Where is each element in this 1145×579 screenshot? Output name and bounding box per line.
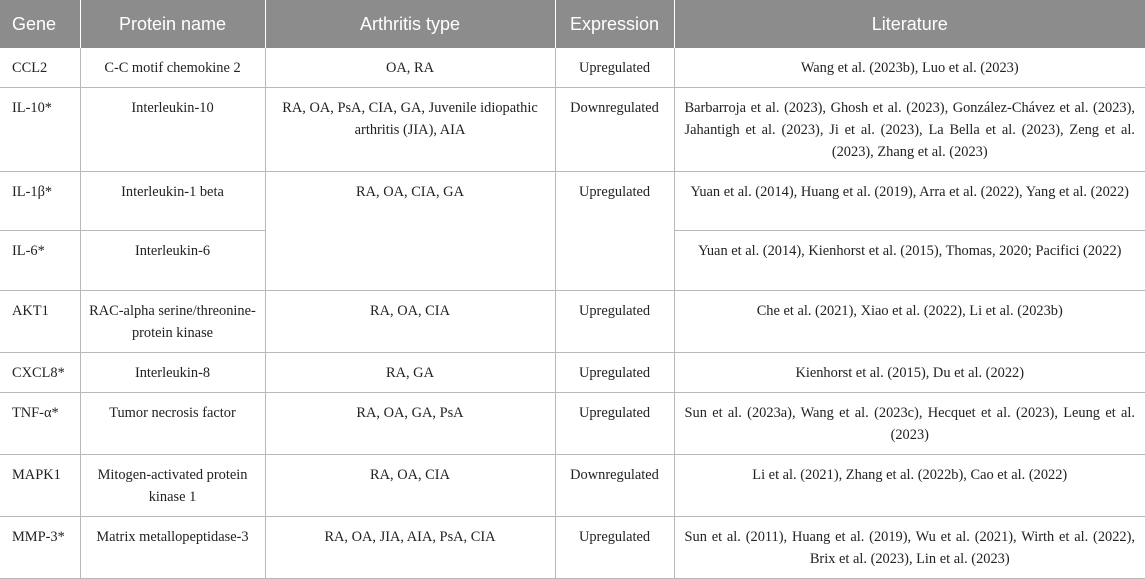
literature-cell: Kienhorst et al. (2015), Du et al. (2022): [674, 353, 1145, 393]
arthritis-cell: RA, OA, JIA, AIA, PsA, CIA: [265, 517, 555, 579]
literature-cell: Yuan et al. (2014), Kienhorst et al. (2015), Thomas, 2020; Pacifici (2022): [674, 231, 1145, 291]
gene-cell: AKT1: [0, 291, 80, 353]
protein-cell: Interleukin-1 beta: [80, 172, 265, 231]
arthritis-cell: RA, OA, PsA, CIA, GA, Juvenile idiopathic arthritis (JIA), AIA: [265, 88, 555, 172]
header-row: [0, 0, 1145, 48]
arthritis-cell: RA, GA: [265, 353, 555, 393]
protein-cell: Matrix metallopeptidase-3: [80, 517, 265, 579]
gene-cell: MAPK1: [0, 455, 80, 517]
protein-cell: Interleukin-6: [80, 231, 265, 291]
arthritis-cell: RA, OA, CIA, GA: [265, 172, 555, 291]
arthritis-cell: RA, OA, CIA: [265, 455, 555, 517]
table-row: [0, 455, 1145, 517]
expression-cell: Upregulated: [555, 353, 674, 393]
arthritis-cell: RA, OA, CIA: [265, 291, 555, 353]
expression-cell: Upregulated: [555, 48, 674, 88]
arthritis-cell: OA, RA: [265, 48, 555, 88]
table-row: [0, 291, 1145, 353]
header-expression: Expression: [555, 0, 674, 48]
expression-cell: Upregulated: [555, 291, 674, 353]
protein-cell: C-C motif chemokine 2: [80, 48, 265, 88]
header-gene: Gene: [0, 0, 80, 48]
protein-cell: Mitogen-activated protein kinase 1: [80, 455, 265, 517]
gene-cell: MMP-3*: [0, 517, 80, 579]
literature-cell: Li et al. (2021), Zhang et al. (2022b), Cao et al. (2022): [674, 455, 1145, 517]
table-row: [0, 393, 1145, 455]
protein-cell: Interleukin-8: [80, 353, 265, 393]
gene-cell: IL-6*: [0, 231, 80, 291]
protein-cell: Tumor necrosis factor: [80, 393, 265, 455]
literature-cell: Barbarroja et al. (2023), Ghosh et al. (2023), González-Chávez et al. (2023), Jahantigh et al. (2023), Ji et al. (2023), La Bella et al. (2023), Zeng et al. (2023), Zhang et al. (2023): [674, 88, 1145, 172]
expression-cell: Downregulated: [555, 88, 674, 172]
expression-cell: Upregulated: [555, 393, 674, 455]
table-row: [0, 353, 1145, 393]
expression-cell: Upregulated: [555, 172, 674, 291]
literature-cell: Sun et al. (2023a), Wang et al. (2023c), Hecquet et al. (2023), Leung et al. (2023): [674, 393, 1145, 455]
literature-cell: Che et al. (2021), Xiao et al. (2022), Li et al. (2023b): [674, 291, 1145, 353]
expression-cell: Upregulated: [555, 517, 674, 579]
table-row: [0, 88, 1145, 172]
header-protein-name: Protein name: [80, 0, 265, 48]
gene-cell: IL-10*: [0, 88, 80, 172]
protein-cell: Interleukin-10: [80, 88, 265, 172]
literature-cell: Sun et al. (2011), Huang et al. (2019), Wu et al. (2021), Wirth et al. (2022), Brix et al. (2023), Lin et al. (2023): [674, 517, 1145, 579]
table-row: [0, 48, 1145, 88]
literature-cell: Yuan et al. (2014), Huang et al. (2019), Arra et al. (2022), Yang et al. (2022): [674, 172, 1145, 231]
literature-cell: Wang et al. (2023b), Luo et al. (2023): [674, 48, 1145, 88]
table-row: [0, 517, 1145, 579]
protein-cell: RAC-alpha serine/threonine-protein kinase: [80, 291, 265, 353]
gene-cell: IL-1β*: [0, 172, 80, 231]
gene-cell: TNF-α*: [0, 393, 80, 455]
gene-cell: CXCL8*: [0, 353, 80, 393]
table-row: [0, 172, 1145, 231]
expression-cell: Downregulated: [555, 455, 674, 517]
gene-cell: CCL2: [0, 48, 80, 88]
header-arthritis-type: Arthritis type: [265, 0, 555, 48]
arthritis-cell: RA, OA, GA, PsA: [265, 393, 555, 455]
header-literature: Literature: [674, 0, 1145, 48]
